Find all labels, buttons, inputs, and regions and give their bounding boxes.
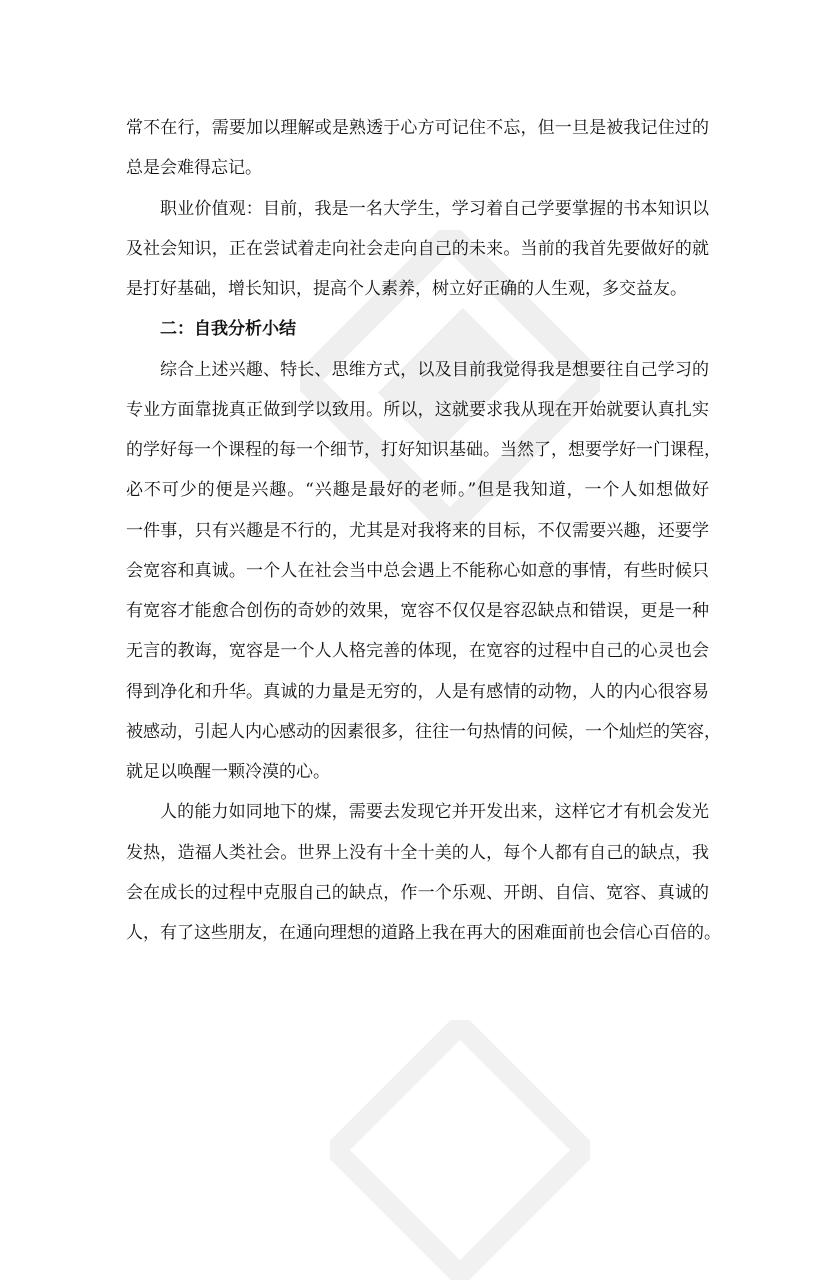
- document-body: [126, 112, 721, 957]
- text-line: 综合上述兴趣、特长、思维方式，以及目前我觉得我是想要往自己学习的: [160, 359, 709, 380]
- text-line: 必不可少的便是兴趣。“兴趣是最好的老师。”但是我知道，一个人如想做好: [126, 480, 709, 501]
- watermark-logo: [330, 1020, 590, 1280]
- text-line: 一件事，只有兴趣是不行的，尤其是对我将来的目标，不仅需要兴趣，还要学: [126, 520, 709, 541]
- section-heading: [126, 313, 709, 353]
- text-line: 专业方面靠拢真正做到学以致用。所以，这就要求我从现在开始就要认真扎实: [126, 399, 709, 420]
- text-line: 职业价值观：目前，我是一名大学生，学习着自己学要掌握的书本知识以: [160, 198, 709, 219]
- text-line: 常不在行，需要加以理解或是熟透于心方可记住不忘，但一旦是被我记住过的: [126, 118, 709, 138]
- text-line: 是打好基础，增长知识，提高个人素养，树立好正确的人生观，多交益友。: [126, 279, 687, 299]
- text-line: 人，有了这些朋友，在通向理想的道路上我在再大的困难面前也会信心百倍的。: [126, 923, 721, 943]
- text-line: 无言的教诲，宽容是一个人人格完善的体现，在宽容的过程中自己的心灵也会: [126, 641, 709, 662]
- paragraph: [126, 112, 709, 193]
- text-line: 会在成长的过程中克服自己的缺点，作一个乐观、开朗、自信、宽容、真诚的: [126, 882, 709, 903]
- paragraph: [126, 193, 709, 314]
- text-line: 发热，造福人类社会。世界上没有十全十美的人，每个人都有自己的缺点，我: [126, 842, 709, 863]
- paragraph: [126, 354, 721, 797]
- text-line: 得到净化和升华。真诚的力量是无穷的，人是有感情的动物，人的内心很容易: [126, 681, 709, 702]
- text-line: 的学好每一个课程的每一个细节，打好知识基础。当然了，想要学好一门课程，: [126, 440, 721, 460]
- text-line: 及社会知识，正在尝试着走向社会走向自己的未来。当前的我首先要做好的就: [126, 238, 709, 259]
- text-line: 就足以唤醒一颗冷漠的心。: [126, 762, 330, 782]
- text-line: 有宽容才能愈合创伤的奇妙的效果，宽容不仅仅是容忍缺点和错误，更是一种: [126, 601, 709, 621]
- paragraph: [126, 796, 721, 957]
- text-line: 被感动，引起人内心感动的因素很多，往往一句热情的问候，一个灿烂的笑容，: [126, 721, 721, 742]
- text-line: 会宽容和真诚。一个人在社会当中总会遇上不能称心如意的事情，有些时候只: [126, 560, 709, 581]
- text-line: 人的能力如同地下的煤，需要去发现它并开发出来，这样它才有机会发光: [160, 802, 709, 823]
- text-line: 总是会难得忘记。: [126, 158, 262, 179]
- text-line: 二：自我分析小结: [160, 319, 296, 340]
